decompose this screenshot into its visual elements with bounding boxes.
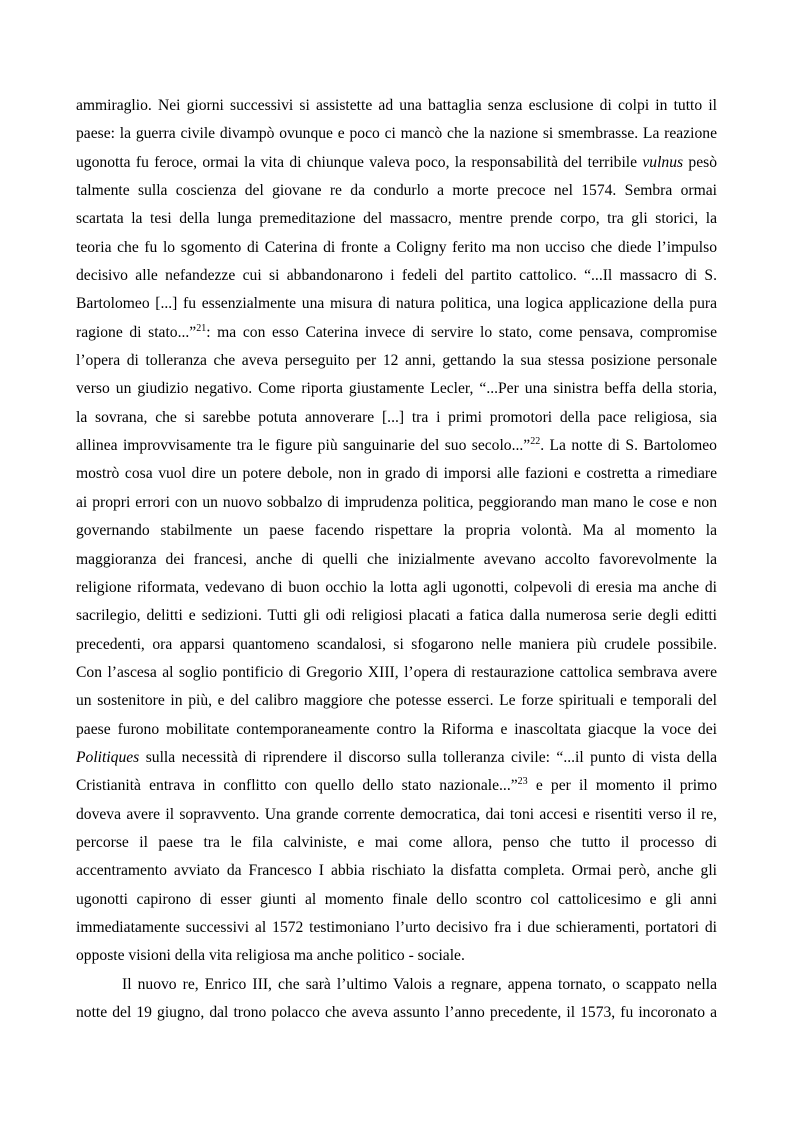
text-line: Il nuovo re, Enrico III, che sarà l’ultimo Valois a regnare, appena tornato, o scappato nella — [122, 975, 717, 993]
text-line: immediatamente successivi al 1572 testimoniano l’urto decisivo fra i due schieramenti, portatori di — [76, 918, 717, 936]
text-line: religione riformata, vedevano di buon occhio la lotta agli ugonotti, colpevoli di eresia ma anche di — [76, 578, 717, 596]
body-text — [76, 92, 717, 1027]
footnote-ref-22[interactable]: 22 — [530, 436, 541, 448]
text-line: mostrò cosa vuol dire un potere debole, non in grado di imporsi alle fazioni e costretta a rimediare — [76, 465, 717, 483]
text-line: verso un giudizio negativo. Come riporta giustamente Lecler, “...Per una sinistra beffa della storia, — [76, 380, 717, 398]
text-line: ammiraglio. Nei giorni successivi si assistette ad una battaglia senza esclusione di colpi in tutto il — [76, 97, 717, 114]
text-line: doveva avere il sopravvento. Una grande corrente democratica, dai toni accesi e risentiti verso il re, — [76, 805, 717, 823]
text-line: ugonotta fu feroce, ormai la vita di chiunque valeva poco, la responsabilità del terribile vulnus pesò — [76, 153, 717, 171]
text-line: sacrilegio, delitti e sedizioni. Tutti gli odi religiosi placati a fatica dalla numerosa serie degli editti — [76, 607, 717, 625]
text-line: teoria che fu lo sgomento di Caterina di fronte a Coligny ferito ma non ucciso che diede l’impulso — [76, 238, 717, 256]
text-line: decisivo alle nefandezze cui si abbandonarono i fedeli del partito cattolico. “...Il massacro di S. — [76, 267, 717, 285]
text-line: l’opera di tolleranza che aveva perseguito per 12 anni, gettando la sua stessa posizione personale — [76, 352, 717, 370]
text-line: accentramento avviato da Francesco I abbia rischiato la disfatta completa. Ormai però, anche gli — [76, 862, 717, 880]
text-line: un sostenitore in più, e del calibro maggiore che potesse esserci. Le forze spirituali e temporali del — [76, 692, 717, 710]
footnote-ref-23[interactable]: 23 — [517, 776, 528, 788]
text-line: Con l’ascesa al soglio pontificio di Gregorio XIII, l’opera di restaurazione cattolica sembrava avere — [76, 663, 717, 681]
text-line: Cristianità entrava in conflitto con quello dello stato nazionale...”$^{23}$ e per il momento il primo — [76, 776, 717, 795]
text-line: opposte visioni della vita religiosa ma anche politico - sociale. — [76, 947, 465, 965]
text-line: allinea improvvisamente tra le figure più sanguinarie del suo secolo...”$^{22}$. La notte di S. Bartolomeo — [76, 436, 717, 455]
text-line: la sovrana, che si sarebbe potuta annoverare [...] tra i primi promotori della pace religiosa, sia — [76, 408, 717, 426]
footnote-ref-21[interactable]: 21 — [196, 322, 207, 334]
text-line: Politiques sulla necessità di riprendere il discorso sulla tolleranza civile: “...il punto di vista della — [76, 748, 717, 766]
paragraph-2 — [76, 971, 717, 1028]
text-line: notte del 19 giugno, dal trono polacco che aveva assunto l’anno precedente, il 1573, fu incoronato a — [76, 1004, 717, 1021]
text-line: governando stabilmente un paese facendo rispettare la propria volontà. Ma al momento la — [76, 522, 717, 540]
text-line: paese furono mobilitate contemporaneamente contro la Riforma e inascoltata giacque la voce dei — [76, 720, 717, 738]
paragraph-1 — [76, 92, 717, 971]
italic-term-politiques: Politiques — [76, 748, 140, 766]
text-line: maggioranza dei francesi, anche di quelli che inizialmente avevano accolto favorevolmente la — [76, 550, 717, 568]
text-line: ugonotti capirono di esser giunti al momento finale dello scontro col cattolicesimo e gli anni — [76, 890, 717, 908]
text-line: percorse il paese tra le fila calviniste, e mai come allora, penso che tutto il processo di — [76, 833, 717, 851]
text-line: ragione di stato...”$^{21}$: ma con esso Caterina invece di servire lo stato, come pensava, compromise — [76, 322, 717, 341]
text-line: ai propri errori con un nuovo sobbalzo di imprudenza politica, peggiorando man mano le cose e non — [76, 493, 717, 511]
text-line: Bartolomeo [...] fu essenzialmente una misura di natura politica, una logica applicazione della pura — [76, 295, 717, 313]
text-line: paese: la guerra civile divampò ovunque e poco ci mancò che la nazione si smembrasse. La reazione — [76, 125, 717, 143]
text-line: scartata la tesi della lunga premeditazione del massacro, mentre prende corpo, tra gli storici, la — [76, 210, 717, 228]
text-line: precedenti, ora apparsi quantomeno scandalosi, si sfogarono nelle maniera più crudele possibile. — [76, 635, 717, 653]
italic-term-vulnus: vulnus — [642, 153, 684, 171]
text-line: talmente sulla coscienza del giovane re da condurlo a morte precoce nel 1574. Sembra ormai — [76, 182, 717, 200]
